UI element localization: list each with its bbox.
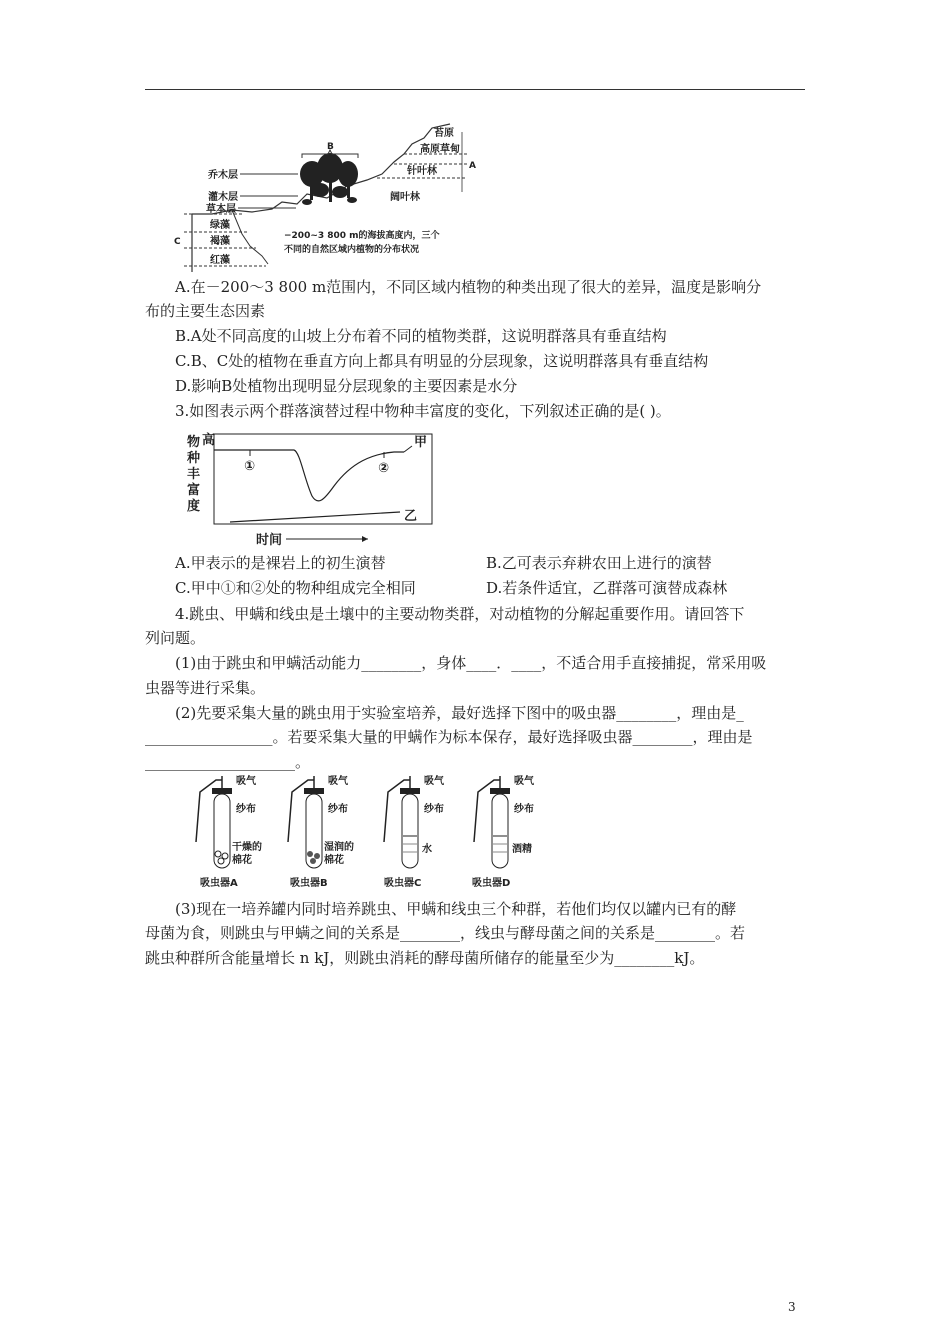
- marker-1: ①: [244, 459, 256, 474]
- q4-stem-line2: 列问题。: [145, 629, 206, 647]
- series-jia-curve: [214, 450, 404, 501]
- marker-2: ②: [378, 461, 390, 476]
- q3-option-b: B.乙可表示弃耕农田上进行的演替: [486, 554, 712, 572]
- q2-option-a-line1: A.在－200～3 800 m范围内，不同区域内植物的种类出现了很大的差异，温度是影响分: [175, 278, 762, 296]
- q3-option-a: A.甲表示的是裸岩上的初生演替: [175, 554, 386, 572]
- y-axis-label: [186, 434, 201, 514]
- aspirator-c: [384, 774, 445, 889]
- q2-option-b: B.A处不同高度的山坡上分布着不同的植物类群，这说明群落具有垂直结构: [175, 327, 667, 345]
- device-d-label: 吸虫器D: [472, 878, 511, 889]
- y-label-char-5: 度: [187, 499, 201, 514]
- dry-cotton-label-1: 干燥的: [232, 842, 262, 853]
- label-red-algae: 红藻: [210, 255, 230, 266]
- x-axis-label: 时间: [256, 533, 283, 548]
- y-label-char-2: 种: [187, 451, 201, 466]
- high-label: 高: [202, 433, 216, 448]
- label-green-algae: 绿藻: [210, 220, 230, 231]
- q4-part2-line1: (2)先要采集大量的跳虫用于实验室培养，最好选择下图中的吸虫器________，理由是_: [175, 704, 744, 722]
- gauze-label-c: 纱布: [424, 804, 444, 815]
- page-number: 3: [788, 1300, 796, 1314]
- label-B: B: [327, 142, 334, 152]
- q2-option-d: D.影响B处植物出现明显分层现象的主要因素是水分: [175, 377, 518, 395]
- q2-option-c: C.B、C处的植物在垂直方向上都具有明显的分层现象，这说明群落具有垂直结构: [175, 352, 709, 370]
- series-yi-label: 乙: [404, 509, 418, 524]
- label-broadleaf: 阔叶林: [390, 192, 420, 203]
- label-arbor: 乔木层: [208, 170, 238, 181]
- label-tundra: 苔原: [434, 128, 454, 139]
- figure-caption-line1: −200~3 800 m的海拔高度内，三个: [284, 231, 440, 241]
- species-richness-chart: [182, 428, 442, 550]
- aspirator-figure: [178, 772, 548, 892]
- y-label-char-4: 富: [187, 483, 201, 498]
- label-shrub: 灌木层: [208, 192, 238, 203]
- suck-label-c: 吸气: [424, 776, 444, 787]
- dry-cotton-label-2: 棉花: [232, 855, 252, 866]
- label-herb: 草本层: [206, 204, 236, 215]
- q3-stem: 3.如图表示两个群落演替过程中物种丰富度的变化，下列叙述正确的是( )。: [175, 402, 671, 420]
- aspirator-d: [472, 774, 535, 889]
- q4-part1-line1: (1)由于跳虫和甲螨活动能力________，身体____．____，不适合用手直接捕捉，常采用吸: [175, 654, 767, 672]
- suck-label-b: 吸气: [328, 776, 348, 787]
- water-label: 水: [422, 844, 432, 855]
- q3-option-d: D.若条件适宜，乙群落可演替成森林: [486, 579, 728, 597]
- wet-cotton-label-2: 棉花: [324, 855, 344, 866]
- device-c-label: 吸虫器C: [384, 878, 422, 889]
- q4-part3-line3: 跳虫种群所含能量增长 n kJ，则跳虫消耗的酵母菌所储存的能量至少为________kJ。: [145, 949, 705, 967]
- label-C: C: [174, 237, 181, 247]
- header-rule: [145, 89, 805, 90]
- label-A: A: [469, 161, 476, 171]
- gauze-label-d: 纱布: [514, 804, 534, 815]
- aspirator-b: [288, 774, 354, 889]
- q4-stem-line1: 4.跳虫、甲螨和线虫是土壤中的主要动物类群，对动植物的分解起重要作用。请回答下: [175, 605, 745, 623]
- alcohol-label: 酒精: [512, 844, 532, 855]
- device-b-label: 吸虫器B: [290, 878, 328, 889]
- aspirator-a: [196, 774, 262, 889]
- label-meadow: 高原草甸: [420, 144, 460, 155]
- y-label-char-3: 丰: [187, 467, 201, 482]
- vegetation-distribution-figure: [172, 122, 502, 272]
- y-label-char-1: 物: [187, 435, 201, 450]
- q4-part3-line1: (3)现在一培养罐内同时培养跳虫、甲螨和线虫三个种群，若他们均仅以罐内已有的酵: [175, 900, 737, 918]
- device-a-label: 吸虫器A: [200, 878, 238, 889]
- suck-label-a: 吸气: [236, 776, 256, 787]
- series-jia-label: 甲: [414, 435, 428, 450]
- q3-option-c: C.甲中①和②处的物种组成完全相同: [175, 579, 416, 597]
- wet-cotton-label-1: 湿润的: [324, 842, 354, 853]
- suck-label-d: 吸气: [514, 776, 534, 787]
- gauze-label-b: 纱布: [328, 804, 348, 815]
- q4-part1-line2: 虫器等进行采集。: [145, 679, 266, 697]
- label-brown-algae: 褐藻: [210, 236, 230, 247]
- series-yi-line: [230, 512, 400, 522]
- q4-part2-line3: ____________________。: [145, 753, 311, 771]
- q4-part2-line2: _________________。若要采集大量的甲螨作为标本保存，最好选择吸虫器________，理由是: [145, 728, 753, 746]
- figure-caption-line2: 不同的自然区域内植物的分布状况: [284, 245, 420, 255]
- gauze-label-a: 纱布: [236, 804, 256, 815]
- q4-part3-line2: 母菌为食，则跳虫与甲螨之间的关系是________，线虫与酵母菌之间的关系是________。若: [145, 924, 746, 942]
- q2-option-a-line2: 布的主要生态因素: [145, 302, 266, 320]
- label-conifer: 针叶林: [407, 166, 437, 177]
